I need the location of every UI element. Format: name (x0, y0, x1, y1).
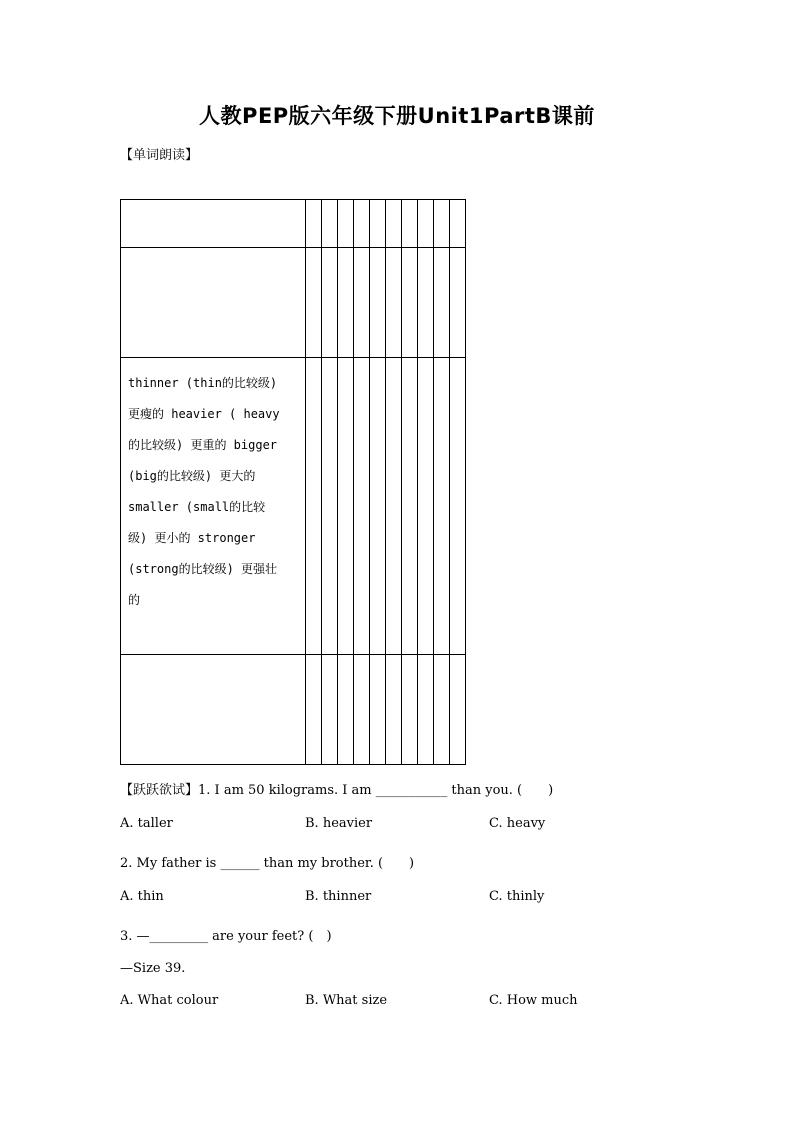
option-a: A. thin (120, 889, 164, 904)
table-row (121, 200, 466, 248)
section-label-reading: 【单词朗读】 (120, 148, 199, 163)
option-c: C. thinly (489, 889, 545, 904)
vocab-words-cell (121, 358, 306, 655)
option-a: A. taller (120, 816, 173, 831)
table-row (121, 248, 466, 358)
vocab-line: smaller (small的比较 (128, 500, 266, 514)
option-b: B. thinner (305, 889, 372, 904)
question-3-answer-line: —Size 39. (120, 961, 186, 976)
option-a: A. What colour (120, 993, 219, 1008)
question-1 (120, 779, 553, 798)
vocab-line: (strong的比较级) 更强壮 (128, 562, 278, 576)
vocab-line: 更瘦的 heavier ( heavy (128, 407, 280, 421)
option-c: C. heavy (489, 816, 546, 831)
option-c: C. How much (489, 993, 578, 1008)
vocab-line: 级) 更小的 stronger (128, 531, 256, 545)
option-b: B. What size (305, 993, 388, 1008)
table-row (121, 358, 466, 655)
vocab-line: (big的比较级) 更大的 (128, 469, 256, 483)
vocab-line: thinner (thin的比较级) (128, 376, 278, 390)
question-stem: 1. I am 50 kilograms. I am ___________ than you. ( ) (198, 783, 554, 798)
vocab-line: 的 (128, 593, 141, 607)
question-2: 2. My father is ______ than my brother. ( ) (120, 856, 415, 871)
option-b: B. heavier (305, 816, 373, 831)
section-label-try: 【跃跃欲试】 (120, 783, 199, 798)
vocab-line: 的比较级) 更重的 bigger (128, 438, 278, 452)
question-3: 3. —_________ are your feet? ( ) (120, 929, 332, 944)
page-title: 人教PEP版六年级下册Unit1PartB课前 (199, 104, 595, 128)
table-row (121, 655, 466, 765)
vocab-table (120, 199, 466, 765)
